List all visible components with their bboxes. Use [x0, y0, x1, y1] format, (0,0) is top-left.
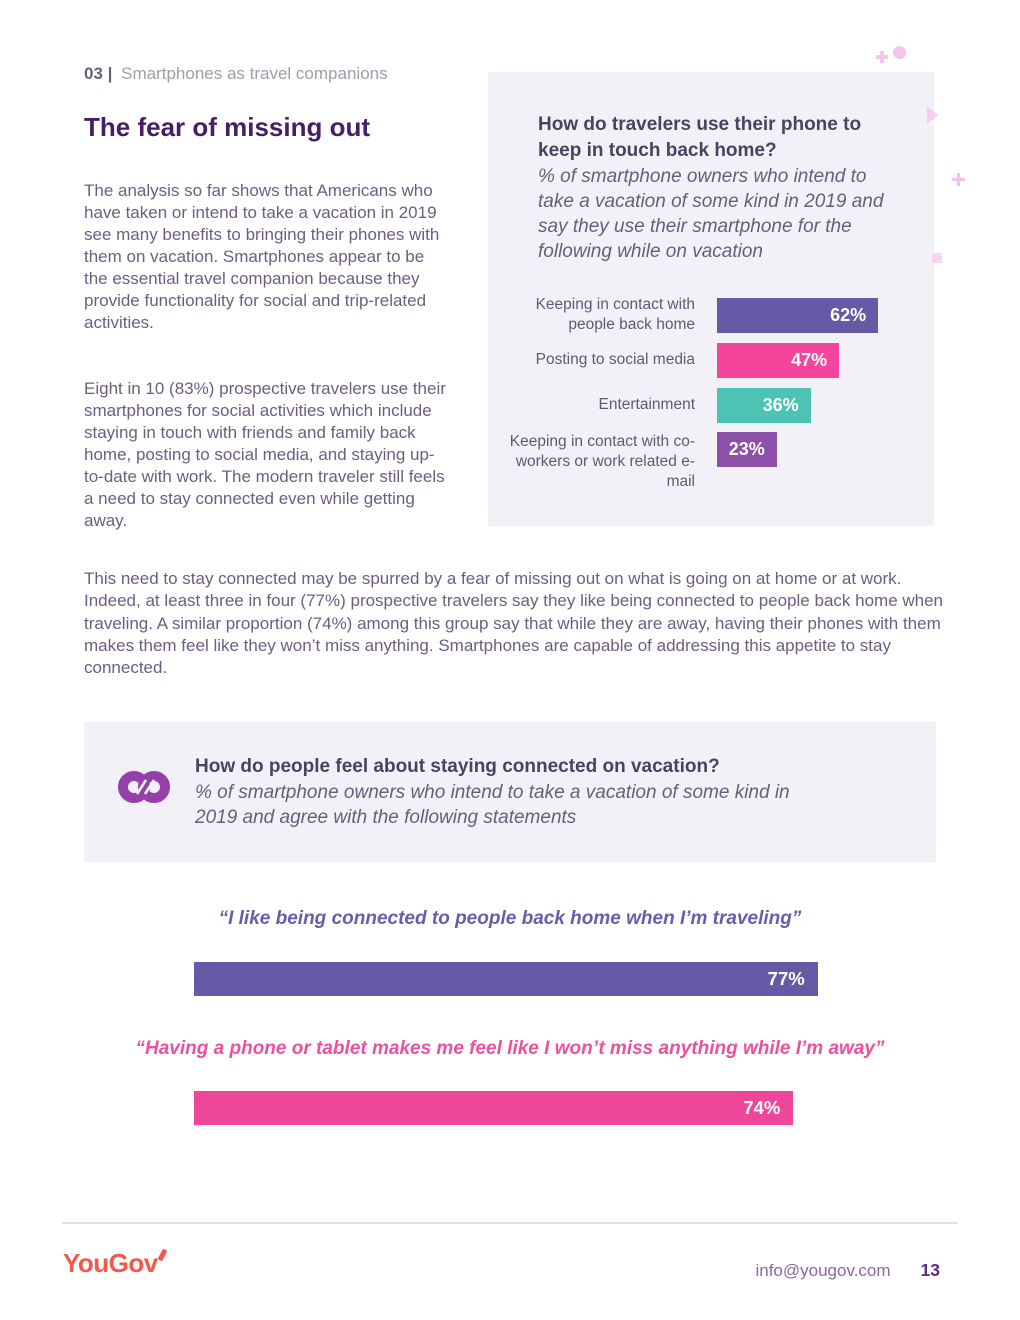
paragraph-3: This need to stay connected may be spurred by a fear of missing out on what is going on at home or at work. Indeed, at least three in four (77%) prospective travelers say they like being connected to people back home when traveling. A similar proportion (74%) among this group say that while they are away, having their phones with them makes them feel like they won’t miss anything. Smartphones are capable of addressing this appetite to stay connected.: [84, 569, 944, 678]
yougov-logo: [63, 1248, 163, 1279]
chart-bar-value: 62%: [830, 305, 867, 325]
decor-plus-icon: [952, 173, 965, 186]
decor-chevron-icon: [927, 106, 938, 124]
statement-bar-2: [194, 1091, 793, 1125]
decor-square-icon: [932, 253, 942, 263]
page-number: 13: [920, 1260, 940, 1280]
breadcrumb: [84, 64, 388, 84]
phone-usage-panel: [488, 72, 934, 526]
chart-category-label: Entertainment: [598, 396, 695, 413]
statement-bar-1: [194, 962, 818, 996]
paragraph-2: Eight in 10 (83%) prospective travelers use their smartphones for social activities which include staying in touch with friends and family back home, posting to social media, and staying up-to-date with work. The modern traveler still feels a need to stay connected even while getting away.: [84, 379, 446, 530]
callout-subtitle: % of smartphone owners who intend to take a vacation of some kind in 2019 and agree with the following statements: [195, 782, 790, 828]
chart-bar-value: 23%: [728, 439, 765, 459]
chart-bar: [717, 388, 811, 423]
chart-bar-value: 47%: [791, 350, 828, 370]
chart-row-1: [488, 298, 934, 333]
chart-bar: [717, 298, 878, 333]
panel-title: How do travelers use their phone to keep in touch back home?: [538, 114, 862, 161]
yougov-logo-text: YouGov: [63, 1248, 158, 1278]
contact-email[interactable]: info@yougov.com: [755, 1260, 891, 1280]
chart-row-3: [488, 388, 934, 423]
callout-title: How do people feel about staying connected on vacation?: [195, 756, 720, 777]
page-title: The fear of missing out: [84, 112, 371, 142]
footer-meta: [755, 1260, 940, 1281]
chart-row-4: [488, 432, 934, 490]
chart-category-label: Keeping in contact with co-workers or work related e-mail: [509, 433, 695, 490]
panel-subtitle: % of smartphone owners who intend to take a vacation of some kind in 2019 and say they use their smartphone for the following while on vacation: [538, 166, 884, 262]
decor-circle-icon: [893, 46, 906, 59]
connected-callout: [84, 722, 936, 862]
chart-bar: [717, 343, 839, 378]
footer-divider: [62, 1222, 958, 1224]
statement-bar-value: 77%: [767, 968, 805, 989]
chain-link-icon: [117, 767, 171, 807]
chart-bar: [717, 432, 777, 467]
statement-quote-2: “Having a phone or tablet makes me feel like I won’t miss anything while I’m away”: [135, 1038, 885, 1059]
chapter-number: 03 |: [84, 64, 113, 83]
statement-bar-value: 74%: [743, 1097, 781, 1118]
chart-category-label: Posting to social media: [535, 351, 695, 368]
paragraph-1: The analysis so far shows that Americans who have taken or intend to take a vacation in 2019 see many benefits to bringing their phones with them on vacation. Smartphones appear to be the essential travel companion because they provide functionality for social and trip-related activities.: [84, 181, 440, 332]
chart-bar-value: 36%: [762, 395, 799, 415]
logo-tick: [157, 1249, 167, 1262]
chart-row-2: [488, 343, 934, 378]
statement-quote-1: “I like being connected to people back home when I’m traveling”: [218, 908, 802, 929]
chapter-title: Smartphones as travel companions: [121, 64, 388, 83]
chart-category-label: Keeping in contact with people back home: [535, 296, 695, 333]
decor-plus-icon: [876, 51, 888, 63]
